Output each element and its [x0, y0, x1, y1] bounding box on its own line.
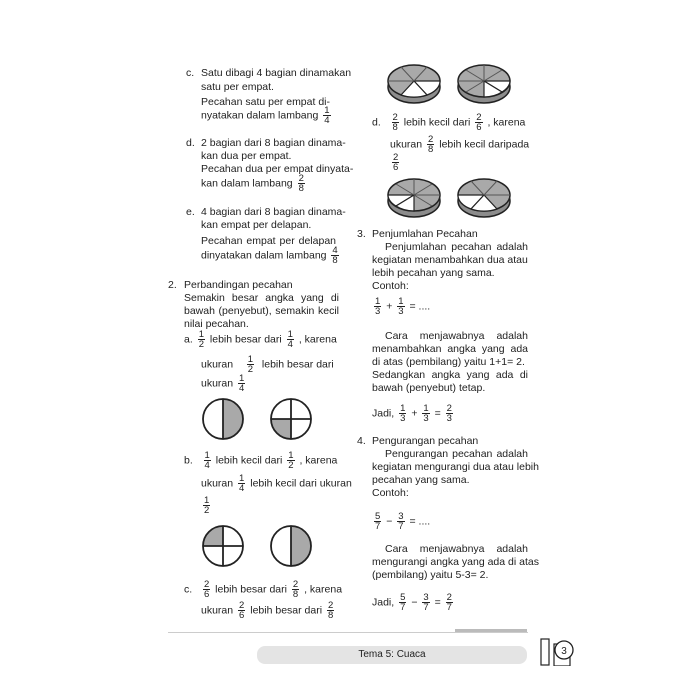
badge-bracket	[541, 639, 549, 665]
right-d-marker: d.	[372, 116, 381, 129]
quarter-circle-figure	[200, 523, 246, 569]
fraction	[397, 512, 404, 531]
sec4-cara3: (pembilang) yaitu 5-3= 2.	[372, 569, 489, 581]
left-e-line1: 4 bagian dari 8 bagian dinama-	[201, 206, 346, 218]
numerator: 5	[375, 511, 381, 522]
sec2-c-marker: c.	[184, 583, 193, 596]
fraction	[247, 355, 254, 374]
numerator: 1	[375, 296, 381, 307]
left-e-line2: kan empat per delapan.	[201, 219, 312, 231]
numerator: 2	[476, 112, 482, 123]
sec2-b-text4: lebih kecil dari ukuran	[250, 477, 352, 490]
denominator: 8	[292, 589, 299, 600]
sec4-result	[372, 593, 455, 612]
fraction	[446, 593, 453, 612]
fraction	[475, 113, 482, 132]
sec2-b-marker: b.	[184, 454, 193, 467]
denominator: 3	[375, 306, 381, 317]
numerator: 2	[327, 600, 334, 611]
sec2-c-row1	[184, 580, 342, 599]
quarter-circle-figure	[268, 396, 314, 442]
sec4-para1: Pengurangan pecahan adalah	[385, 448, 528, 460]
numerator: 3	[423, 592, 429, 603]
fraction	[203, 580, 210, 599]
numerator: 2	[446, 592, 452, 603]
sec3-cara1: Cara menjawabnya adalah	[385, 330, 528, 342]
numerator: 5	[400, 592, 406, 603]
denominator: 6	[393, 162, 399, 173]
denominator: 7	[398, 521, 404, 532]
sec4-cara2: mengurangi angka yang ada di atas	[372, 556, 539, 568]
sec2-a-text5: ukuran	[201, 377, 234, 390]
jadi-label: Jadi,	[372, 407, 395, 420]
sec2-c-text2: , karena	[304, 583, 343, 596]
sec2-a-row3	[201, 374, 247, 393]
denominator: 8	[428, 144, 434, 155]
pie-sixths-figure	[385, 62, 443, 106]
fraction	[374, 297, 381, 316]
sec4-para3: pecahan yang sama.	[372, 474, 470, 486]
left-c-line4-text: nyatakan dalam lambang	[201, 109, 319, 122]
sec3-para1: Penjumlahan pecahan adalah	[385, 241, 528, 253]
denominator: 4	[204, 460, 210, 471]
denominator: 4	[324, 115, 330, 126]
numerator: 2	[298, 173, 304, 184]
numerator: 2	[392, 112, 398, 123]
jadi-label: Jadi,	[372, 596, 395, 609]
sec2-b-row1	[184, 451, 337, 470]
numerator: 1	[239, 373, 245, 384]
sec3-title: Penjumlahan Pecahan	[372, 228, 478, 240]
numerator: 1	[400, 403, 406, 414]
numerator: 2	[428, 134, 434, 145]
sec3-cara4: Sedangkan angka yang ada di	[372, 369, 528, 381]
footer-theme-label: Tema 5: Cuaca	[257, 646, 527, 664]
denominator: 2	[204, 505, 210, 516]
sec2-c-text3: ukuran	[201, 604, 234, 617]
left-d-line1: 2 bagian dari 8 bagian dinama-	[201, 137, 346, 149]
sec2-para2: bawah (penyebut), semakin kecil	[184, 305, 339, 317]
fraction	[392, 153, 399, 172]
shaded-half	[223, 399, 243, 439]
numerator: 2	[203, 579, 210, 590]
sec2-a-text2: , karena	[298, 333, 337, 346]
sec2-b-text3: ukuran	[201, 477, 234, 490]
fraction	[327, 601, 334, 620]
numerator: 1	[398, 296, 404, 307]
sec2-b-row3	[201, 496, 212, 515]
sec4-cara1: Cara menjawabnya adalah	[385, 543, 528, 555]
fraction	[323, 106, 330, 125]
sec2-c-text4: lebih besar dari	[250, 604, 323, 617]
denominator: 2	[247, 364, 254, 375]
denominator: 4	[239, 483, 245, 494]
sec4-para2: kegiatan mengurangi dua atau lebih	[372, 461, 539, 473]
sec2-a-text4: lebih besar dari	[261, 358, 334, 371]
sec3-example	[372, 297, 430, 316]
left-d-marker: d.	[186, 137, 195, 149]
left-e-marker: e.	[186, 206, 195, 218]
numerator: 2	[292, 579, 299, 590]
sec4-example	[372, 512, 430, 531]
sec3-para3: lebih pecahan yang sama.	[372, 267, 495, 279]
fraction	[331, 246, 338, 265]
sec2-a-row2	[201, 355, 334, 374]
fraction	[198, 330, 205, 349]
operator: +	[411, 407, 418, 420]
sec3-cara5: bawah (penyebut) tetap.	[372, 382, 486, 394]
denominator: 3	[423, 413, 429, 424]
left-d-line4-text: kan dalam lambang	[201, 177, 293, 190]
fraction	[399, 404, 406, 423]
numerator: 1	[324, 105, 330, 116]
fraction	[422, 593, 429, 612]
numerator: 1	[198, 329, 204, 340]
fraction	[397, 297, 404, 316]
sec2-title: Perbandingan pecahan	[184, 279, 293, 291]
left-e-line4	[201, 246, 341, 265]
left-e-line3: Pecahan empat per delapan	[201, 235, 336, 247]
example-tail: = ....	[409, 300, 431, 313]
sec2-para3: nilai pecahan.	[184, 318, 249, 330]
denominator: 3	[400, 413, 406, 424]
right-d-text3: ukuran	[390, 138, 423, 151]
denominator: 8	[332, 255, 338, 266]
left-d-line2: kan dua per empat.	[201, 150, 292, 162]
denominator: 6	[203, 589, 210, 600]
footer-divider	[168, 632, 528, 633]
half-circle-figure	[200, 396, 246, 442]
denominator: 8	[327, 610, 334, 621]
page-number-badge	[540, 638, 582, 666]
fraction	[238, 474, 245, 493]
numerator: 1	[204, 450, 210, 461]
sec2-a-marker: a.	[184, 333, 193, 346]
equals: =	[434, 596, 441, 609]
sec2-number: 2.	[168, 279, 177, 291]
numerator: 1	[287, 329, 293, 340]
numerator: 4	[332, 245, 338, 256]
sec4-title: Pengurangan pecahan	[372, 435, 479, 447]
sec2-b-row2	[201, 474, 352, 493]
fraction	[287, 330, 294, 349]
left-d-line4	[201, 174, 307, 193]
denominator: 8	[392, 122, 398, 133]
numerator: 1	[239, 473, 245, 484]
fraction	[238, 601, 245, 620]
sec3-cara2: menambahkan angka yang ada	[372, 343, 528, 355]
left-c-line1: Satu dibagi 4 bagian dinamakan	[201, 67, 352, 79]
denominator: 6	[239, 610, 245, 621]
sec3-para2: kegiatan menambahkan dua atau	[372, 254, 528, 266]
numerator: 1	[288, 450, 294, 461]
fraction	[422, 404, 429, 423]
fraction	[292, 580, 299, 599]
sec2-b-text1: lebih kecil dari	[215, 454, 283, 467]
left-d-line3: Pecahan dua per empat dinyata-	[201, 163, 354, 175]
example-tail: = ....	[409, 515, 431, 528]
numerator: 1	[204, 495, 210, 506]
equals: =	[434, 407, 441, 420]
numerator: 2	[393, 152, 399, 163]
sec4-number: 4.	[357, 435, 366, 447]
right-d-text2: , karena	[487, 116, 526, 129]
sec2-a-text3: ukuran	[201, 358, 234, 371]
sec2-c-row2	[201, 601, 336, 620]
sec2-a-row1	[184, 330, 337, 349]
numerator: 2	[446, 403, 452, 414]
right-d-row3	[390, 153, 401, 172]
denominator: 7	[423, 602, 429, 613]
sec3-cara3: di atas (pembilang) yaitu 1+1= 2.	[372, 356, 525, 368]
fraction	[203, 496, 210, 515]
fraction	[427, 135, 434, 154]
operator: −	[411, 596, 418, 609]
numerator: 3	[398, 511, 404, 522]
right-d-text4: lebih kecil daripada	[439, 138, 530, 151]
fraction	[392, 113, 399, 132]
denominator: 6	[476, 122, 482, 133]
right-d-text1: lebih kecil dari	[403, 116, 471, 129]
pie-eighths-figure	[385, 176, 443, 220]
right-d-row1	[372, 113, 525, 132]
sec2-c-text1: lebih besar dari	[215, 583, 287, 596]
left-c-line4	[201, 106, 333, 125]
fraction	[374, 512, 381, 531]
denominator: 3	[398, 306, 404, 317]
denominator: 7	[400, 602, 406, 613]
denominator: 4	[287, 339, 293, 350]
operator: −	[386, 515, 393, 528]
shaded-half	[291, 526, 311, 566]
denominator: 2	[198, 339, 204, 350]
fraction	[399, 593, 406, 612]
numerator: 2	[239, 600, 245, 611]
fraction	[238, 374, 245, 393]
sec2-a-text1: lebih besar dari	[209, 333, 282, 346]
fraction	[287, 451, 294, 470]
sec4-contoh: Contoh:	[372, 487, 409, 499]
fraction	[446, 404, 453, 423]
denominator: 4	[239, 383, 245, 394]
left-e-line4-text: dinyatakan dalam lambang	[201, 249, 327, 262]
denominator: 8	[298, 183, 304, 194]
sec2-b-text2: , karena	[299, 454, 338, 467]
sec3-contoh: Contoh:	[372, 280, 409, 292]
footer-divider-accent	[455, 629, 527, 632]
pie-sixths-figure	[455, 176, 513, 220]
left-c-marker: c.	[186, 67, 195, 79]
half-circle-figure	[268, 523, 314, 569]
sec3-result	[372, 404, 455, 423]
numerator: 1	[423, 403, 429, 414]
sec2-para1: Semakin besar angka yang di	[184, 292, 339, 304]
page-number: 3	[561, 646, 567, 657]
denominator: 7	[446, 602, 452, 613]
right-d-row2	[390, 135, 529, 154]
left-c-line3: Pecahan satu per empat di-	[201, 96, 330, 108]
left-c-line2: satu per empat.	[201, 81, 274, 93]
fraction	[298, 174, 305, 193]
operator: +	[386, 300, 393, 313]
denominator: 3	[446, 413, 452, 424]
denominator: 7	[375, 521, 381, 532]
sec3-number: 3.	[357, 228, 366, 240]
denominator: 2	[288, 460, 294, 471]
pie-eighths-figure	[455, 62, 513, 106]
numerator: 1	[247, 354, 254, 365]
fraction	[204, 451, 211, 470]
